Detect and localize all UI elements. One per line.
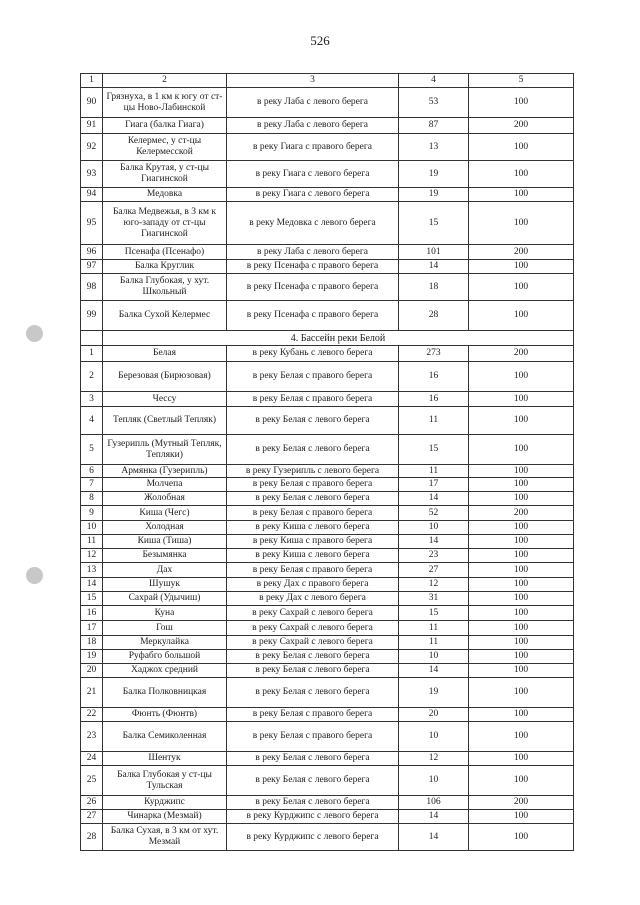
length-km-cell: 10 <box>399 650 469 664</box>
confluence-cell: в реку Белая с левого берега <box>227 664 399 678</box>
table-row <box>81 535 574 549</box>
table-row <box>81 118 574 134</box>
length-km-cell: 19 <box>399 678 469 708</box>
river-name-cell: Тепляк (Светлый Тепляк) <box>103 407 227 435</box>
confluence-cell: в реку Курджипс с левого берега <box>227 810 399 824</box>
table-row <box>81 796 574 810</box>
length-km-cell: 10 <box>399 766 469 796</box>
confluence-cell: в реку Белая с левого берега <box>227 766 399 796</box>
length-km-cell: 20 <box>399 708 469 722</box>
protection-zone-cell: 100 <box>469 435 574 465</box>
row-number-cell: 2 <box>81 362 103 392</box>
river-name-cell: Гош <box>103 621 227 636</box>
punch-hole <box>26 325 43 342</box>
length-km-cell: 17 <box>399 478 469 492</box>
protection-zone-cell: 100 <box>469 465 574 478</box>
protection-zone-cell: 200 <box>469 346 574 362</box>
river-name-cell: Балка Сухой Келермес <box>103 301 227 331</box>
river-name-cell: Чессу <box>103 392 227 407</box>
river-name-cell: Балка Сухая, в 3 км от хут. Мезмай <box>103 824 227 851</box>
length-km-cell: 11 <box>399 636 469 650</box>
length-km-cell: 14 <box>399 824 469 851</box>
river-name-cell: Балка Глубокая у ст-цы Тульская <box>103 766 227 796</box>
protection-zone-cell: 100 <box>469 521 574 535</box>
length-km-cell: 12 <box>399 752 469 766</box>
river-name-cell: Белая <box>103 346 227 362</box>
row-number-cell: 24 <box>81 752 103 766</box>
length-km-cell: 14 <box>399 492 469 506</box>
table-row <box>81 824 574 851</box>
river-name-cell: Меркулайка <box>103 636 227 650</box>
length-km-cell: 16 <box>399 392 469 407</box>
protection-zone-cell: 100 <box>469 492 574 506</box>
table-row <box>81 161 574 188</box>
table-row <box>81 592 574 606</box>
confluence-cell: в реку Псенафа с правого берега <box>227 301 399 331</box>
confluence-cell: в реку Киша с правого берега <box>227 535 399 549</box>
river-name-cell: Сахрай (Удычиш) <box>103 592 227 606</box>
row-number-cell: 22 <box>81 708 103 722</box>
table-row <box>81 134 574 161</box>
length-km-cell: 23 <box>399 549 469 563</box>
protection-zone-cell: 100 <box>469 766 574 796</box>
table-row <box>81 478 574 492</box>
protection-zone-cell: 100 <box>469 664 574 678</box>
confluence-cell: в реку Белая с правого берега <box>227 392 399 407</box>
length-km-cell: 16 <box>399 362 469 392</box>
river-name-cell: Балка Полковницкая <box>103 678 227 708</box>
confluence-cell: в реку Псенафа с правого берега <box>227 274 399 301</box>
river-name-cell: Чинарка (Мезмай) <box>103 810 227 824</box>
row-number-cell: 28 <box>81 824 103 851</box>
protection-zone-cell: 100 <box>469 592 574 606</box>
length-km-cell: 11 <box>399 465 469 478</box>
river-name-cell: Балка Семиколенная <box>103 722 227 752</box>
row-number-cell: 3 <box>81 392 103 407</box>
header-row <box>81 74 574 88</box>
confluence-cell: в реку Киша с левого берега <box>227 521 399 535</box>
protection-zone-cell: 100 <box>469 392 574 407</box>
rivers-table <box>80 73 574 851</box>
row-number-cell: 96 <box>81 245 103 260</box>
table-row <box>81 435 574 465</box>
table-row <box>81 606 574 621</box>
confluence-cell: в реку Гиага с левого берега <box>227 161 399 188</box>
row-number-cell: 92 <box>81 134 103 161</box>
row-number-cell: 4 <box>81 407 103 435</box>
length-km-cell: 19 <box>399 188 469 202</box>
table-row <box>81 260 574 274</box>
row-number-cell: 20 <box>81 664 103 678</box>
protection-zone-cell: 100 <box>469 810 574 824</box>
table-row <box>81 188 574 202</box>
confluence-cell: в реку Белая с правого берега <box>227 563 399 578</box>
length-km-cell: 273 <box>399 346 469 362</box>
confluence-cell: в реку Дах с правого берега <box>227 578 399 592</box>
river-name-cell: Безымянка <box>103 549 227 563</box>
river-name-cell: Келермес, у ст-цы Келермесской <box>103 134 227 161</box>
header-cell: 5 <box>469 74 574 88</box>
table-row <box>81 506 574 521</box>
length-km-cell: 15 <box>399 202 469 245</box>
length-km-cell: 87 <box>399 118 469 134</box>
row-number-cell: 1 <box>81 346 103 362</box>
table-row <box>81 708 574 722</box>
length-km-cell: 10 <box>399 722 469 752</box>
river-name-cell: Фюнть (Фюнтв) <box>103 708 227 722</box>
length-km-cell: 28 <box>399 301 469 331</box>
row-number-cell: 5 <box>81 435 103 465</box>
table-row <box>81 392 574 407</box>
confluence-cell: в реку Белая с левого берега <box>227 678 399 708</box>
page-number: 526 <box>310 33 330 48</box>
protection-zone-cell: 100 <box>469 88 574 118</box>
protection-zone-cell: 100 <box>469 708 574 722</box>
confluence-cell: в реку Лаба с левого берега <box>227 245 399 260</box>
table-row <box>81 407 574 435</box>
table-row <box>81 722 574 752</box>
length-km-cell: 52 <box>399 506 469 521</box>
table-row <box>81 752 574 766</box>
table-row <box>81 650 574 664</box>
length-km-cell: 13 <box>399 134 469 161</box>
protection-zone-cell: 200 <box>469 118 574 134</box>
row-number-cell: 27 <box>81 810 103 824</box>
row-number-cell: 13 <box>81 563 103 578</box>
row-number-cell: 12 <box>81 549 103 563</box>
river-name-cell: Молчепа <box>103 478 227 492</box>
row-number-cell: 93 <box>81 161 103 188</box>
length-km-cell: 14 <box>399 664 469 678</box>
river-name-cell: Гиага (балка Гиага) <box>103 118 227 134</box>
row-number-cell: 14 <box>81 578 103 592</box>
length-km-cell: 101 <box>399 245 469 260</box>
river-name-cell: Армянка (Гузерипль) <box>103 465 227 478</box>
river-name-cell: Холодная <box>103 521 227 535</box>
length-km-cell: 14 <box>399 535 469 549</box>
confluence-cell: в реку Белая с правого берега <box>227 708 399 722</box>
protection-zone-cell: 100 <box>469 188 574 202</box>
protection-zone-cell: 100 <box>469 549 574 563</box>
confluence-cell: в реку Сахрай с левого берега <box>227 621 399 636</box>
length-km-cell: 11 <box>399 621 469 636</box>
river-name-cell: Грязнуха, в 1 км к югу от ст-цы Ново-Лабинской <box>103 88 227 118</box>
row-number-cell: 95 <box>81 202 103 245</box>
table-row <box>81 549 574 563</box>
protection-zone-cell: 100 <box>469 563 574 578</box>
river-name-cell: Медовка <box>103 188 227 202</box>
row-number-cell: 99 <box>81 301 103 331</box>
header-cell: 2 <box>103 74 227 88</box>
protection-zone-cell: 100 <box>469 578 574 592</box>
protection-zone-cell: 100 <box>469 202 574 245</box>
table-row <box>81 346 574 362</box>
length-km-cell: 12 <box>399 578 469 592</box>
section-spacer-cell <box>81 331 103 346</box>
river-name-cell: Жолобная <box>103 492 227 506</box>
confluence-cell: в реку Курджипс с левого берега <box>227 824 399 851</box>
confluence-cell: в реку Гиага с левого берега <box>227 188 399 202</box>
confluence-cell: в реку Лаба с левого берега <box>227 118 399 134</box>
section-title: 4. Бассейн реки Белой <box>103 331 574 346</box>
river-name-cell: Березовая (Бирюзовая) <box>103 362 227 392</box>
table-row <box>81 362 574 392</box>
confluence-cell: в реку Киша с левого берега <box>227 549 399 563</box>
table-row <box>81 621 574 636</box>
row-number-cell: 8 <box>81 492 103 506</box>
row-number-cell: 7 <box>81 478 103 492</box>
protection-zone-cell: 200 <box>469 245 574 260</box>
confluence-cell: в реку Псенафа с правого берега <box>227 260 399 274</box>
protection-zone-cell: 200 <box>469 796 574 810</box>
row-number-cell: 23 <box>81 722 103 752</box>
length-km-cell: 14 <box>399 260 469 274</box>
punch-hole <box>26 567 43 584</box>
confluence-cell: в реку Дах с левого берега <box>227 592 399 606</box>
row-number-cell: 11 <box>81 535 103 549</box>
table-row <box>81 492 574 506</box>
table-row <box>81 678 574 708</box>
protection-zone-cell: 100 <box>469 362 574 392</box>
protection-zone-cell: 100 <box>469 274 574 301</box>
table-row <box>81 301 574 331</box>
length-km-cell: 18 <box>399 274 469 301</box>
confluence-cell: в реку Белая с левого берега <box>227 492 399 506</box>
river-name-cell: Курджипс <box>103 796 227 810</box>
rivers-table-body <box>81 74 574 851</box>
confluence-cell: в реку Белая с правого берега <box>227 362 399 392</box>
table-row <box>81 521 574 535</box>
river-name-cell: Шушук <box>103 578 227 592</box>
confluence-cell: в реку Сахрай с левого берега <box>227 606 399 621</box>
protection-zone-cell: 100 <box>469 606 574 621</box>
protection-zone-cell: 100 <box>469 134 574 161</box>
row-number-cell: 10 <box>81 521 103 535</box>
river-name-cell: Руфабго большой <box>103 650 227 664</box>
river-name-cell: Гузерипль (Мутный Тепляк, Тепляки) <box>103 435 227 465</box>
protection-zone-cell: 100 <box>469 636 574 650</box>
length-km-cell: 19 <box>399 161 469 188</box>
river-name-cell: Киша (Чегс) <box>103 506 227 521</box>
confluence-cell: в реку Белая с правого берега <box>227 722 399 752</box>
row-number-cell: 94 <box>81 188 103 202</box>
table-row <box>81 465 574 478</box>
confluence-cell: в реку Сахрай с левого берега <box>227 636 399 650</box>
table-row <box>81 766 574 796</box>
section-row <box>81 331 574 346</box>
confluence-cell: в реку Гузерипль с левого берега <box>227 465 399 478</box>
table-row <box>81 810 574 824</box>
protection-zone-cell: 100 <box>469 752 574 766</box>
protection-zone-cell: 100 <box>469 478 574 492</box>
length-km-cell: 15 <box>399 435 469 465</box>
river-name-cell: Псенафа (Псенафо) <box>103 245 227 260</box>
confluence-cell: в реку Белая с левого берега <box>227 796 399 810</box>
confluence-cell: в реку Лаба с левого берега <box>227 88 399 118</box>
length-km-cell: 14 <box>399 810 469 824</box>
protection-zone-cell: 100 <box>469 650 574 664</box>
protection-zone-cell: 100 <box>469 301 574 331</box>
confluence-cell: в реку Белая с левого берега <box>227 407 399 435</box>
header-cell: 1 <box>81 74 103 88</box>
river-name-cell: Куна <box>103 606 227 621</box>
protection-zone-cell: 100 <box>469 161 574 188</box>
river-name-cell: Балка Глубокая, у хут. Школьный <box>103 274 227 301</box>
length-km-cell: 53 <box>399 88 469 118</box>
protection-zone-cell: 100 <box>469 621 574 636</box>
table-row <box>81 245 574 260</box>
header-cell: 4 <box>399 74 469 88</box>
confluence-cell: в реку Белая с правого берега <box>227 506 399 521</box>
row-number-cell: 16 <box>81 606 103 621</box>
confluence-cell: в реку Гиага с правого берега <box>227 134 399 161</box>
row-number-cell: 91 <box>81 118 103 134</box>
length-km-cell: 11 <box>399 407 469 435</box>
row-number-cell: 18 <box>81 636 103 650</box>
protection-zone-cell: 100 <box>469 722 574 752</box>
river-name-cell: Шентук <box>103 752 227 766</box>
table-row <box>81 578 574 592</box>
river-name-cell: Киша (Тиша) <box>103 535 227 549</box>
header-cell: 3 <box>227 74 399 88</box>
length-km-cell: 106 <box>399 796 469 810</box>
row-number-cell: 97 <box>81 260 103 274</box>
row-number-cell: 15 <box>81 592 103 606</box>
length-km-cell: 31 <box>399 592 469 606</box>
river-name-cell: Балка Крутая, у ст-цы Гиагинской <box>103 161 227 188</box>
row-number-cell: 19 <box>81 650 103 664</box>
confluence-cell: в реку Кубань с левого берега <box>227 346 399 362</box>
table-row <box>81 202 574 245</box>
protection-zone-cell: 100 <box>469 535 574 549</box>
row-number-cell: 25 <box>81 766 103 796</box>
row-number-cell: 90 <box>81 88 103 118</box>
table-row <box>81 563 574 578</box>
protection-zone-cell: 100 <box>469 260 574 274</box>
table-row <box>81 88 574 118</box>
protection-zone-cell: 100 <box>469 678 574 708</box>
row-number-cell: 21 <box>81 678 103 708</box>
row-number-cell: 17 <box>81 621 103 636</box>
confluence-cell: в реку Белая с левого берега <box>227 650 399 664</box>
protection-zone-cell: 200 <box>469 506 574 521</box>
row-number-cell: 9 <box>81 506 103 521</box>
length-km-cell: 10 <box>399 521 469 535</box>
confluence-cell: в реку Белая с левого берега <box>227 752 399 766</box>
table-row <box>81 664 574 678</box>
protection-zone-cell: 100 <box>469 407 574 435</box>
table-row <box>81 636 574 650</box>
row-number-cell: 6 <box>81 465 103 478</box>
river-name-cell: Хаджох средний <box>103 664 227 678</box>
confluence-cell: в реку Белая с левого берега <box>227 435 399 465</box>
confluence-cell: в реку Медовка с левого берега <box>227 202 399 245</box>
table-row <box>81 274 574 301</box>
length-km-cell: 15 <box>399 606 469 621</box>
river-name-cell: Дах <box>103 563 227 578</box>
confluence-cell: в реку Белая с правого берега <box>227 478 399 492</box>
row-number-cell: 26 <box>81 796 103 810</box>
river-name-cell: Балка Медвежья, в 3 км к юго-западу от ст-цы Гиагинской <box>103 202 227 245</box>
length-km-cell: 27 <box>399 563 469 578</box>
row-number-cell: 98 <box>81 274 103 301</box>
river-name-cell: Балка Круглик <box>103 260 227 274</box>
protection-zone-cell: 100 <box>469 824 574 851</box>
